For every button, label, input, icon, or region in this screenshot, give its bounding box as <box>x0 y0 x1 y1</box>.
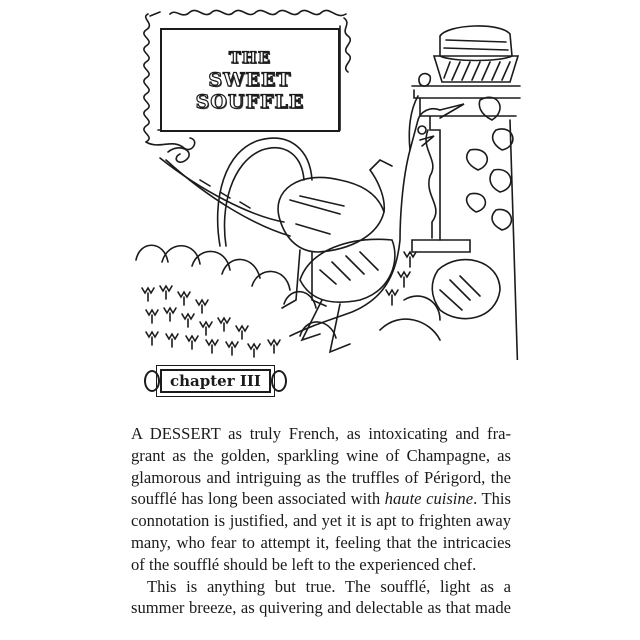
chapter-label: chapter III <box>160 369 271 393</box>
scroll-curl-right-icon <box>271 370 287 392</box>
title-line-the: THE <box>228 48 272 67</box>
scroll-curl-left-icon <box>144 370 160 392</box>
text-line: A DESSERT as truly French, as intoxicating and fra- <box>131 424 511 443</box>
italic-phrase: haute cuisine <box>384 489 474 509</box>
chapter-banner <box>144 368 287 394</box>
text-line: of the soufflé should be left to the experienced chef. <box>131 554 477 574</box>
body-text <box>131 423 511 619</box>
text-line: summer breeze, as quivering and delectable as that made <box>131 598 511 618</box>
text-line: glamorous and intriguing as the truffles of Périgord, the <box>131 467 511 487</box>
text-line: many, who fear to attempt it, feeling that the intricacies <box>131 532 511 552</box>
title-line-sweet: SWEET <box>208 69 292 91</box>
text-line: grant as the golden, sparkling wine of Champagne, as <box>131 445 511 465</box>
text-line: soufflé has long been associated with haute cuisine. This <box>131 489 511 509</box>
title-plaque <box>160 28 340 132</box>
text-line: connotation is justified, and yet it is apt to frighten away <box>131 511 511 531</box>
title-line-souffle: SOUFFLE <box>195 91 305 113</box>
text-line: This is anything but true. The soufflé, light as a <box>147 576 511 596</box>
